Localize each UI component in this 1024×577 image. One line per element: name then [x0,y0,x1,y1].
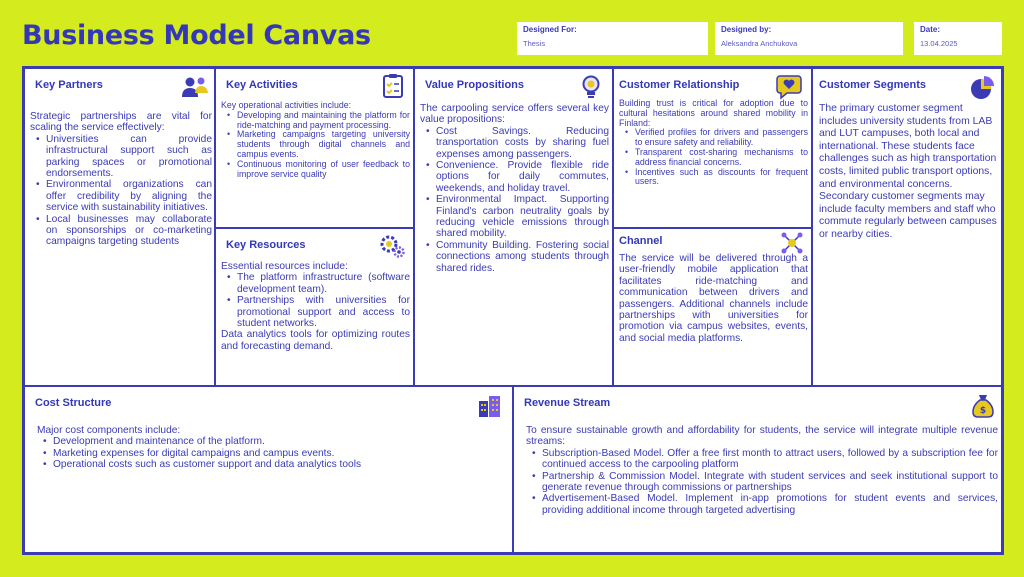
cost-structure-heading: Cost Structure [35,397,112,409]
cost-structure-body [37,425,507,471]
cost-structure-intro: Major cost components include: [37,425,181,436]
date-value: 13.04.2025 [920,39,958,48]
customer-relationship-item: • Verified profiles for drivers and passengers to ensure safety and reliability. [635,128,808,148]
svg-text:$: $ [979,406,987,416]
heart-chat-icon [776,72,804,100]
key-partners-item: • Universities can provide infrastructural support such as parking spaces or promotional endorsements. [46,134,212,180]
value-propositions-cell [414,68,613,386]
designed-for-value: Thesis [523,39,546,48]
key-resources-intro: Essential resources include: [221,261,348,272]
key-activities-intro: Key operational activities include: [221,100,352,110]
business-model-canvas [22,66,1004,555]
customer-segments-body: The primary customer segment includes university students from LAB and LUT campuses, both local and international. These students face challenges such as high transportation costs, limited public transport options, and environmental concerns. Secondary customer segments may include faculty members and staff who commute regularly between campuses or nearby cities. [819,103,997,240]
customer-relationship-item: • Transparent cost-sharing mechanisms to address financial concerns. [635,148,808,168]
key-partners-item: • Local businesses may collaborate on sponsorships or co-marketing campaigns targeting students [46,214,212,248]
partners-icon [181,75,209,99]
key-resources-heading: Key Resources [226,239,306,251]
revenue-stream-cell [513,386,1002,553]
pie-chart-icon [969,75,995,101]
designed-for-box [517,22,708,55]
designed-by-value: Aleksandra Anchukova [721,39,798,48]
key-activities-item: • Developing and maintaining the platform for ride-matching and payment processing. [237,111,410,131]
cost-structure-cell [24,386,513,553]
gears-icon [378,233,406,259]
key-activities-body [221,101,410,179]
value-propositions-heading: Value Propositions [425,79,525,91]
revenue-stream-item: • Subscription-Based Model. Offer a free first month to attract users, followed by a subscription fee for continued access to the carpooling platform [542,448,998,471]
key-partners-intro: Strategic partnerships are vital for scaling the service effectively: [30,111,212,134]
customer-relationship-cell [613,68,812,228]
customer-relationship-heading: Customer Relationship [619,79,740,91]
key-partners-cell [24,68,215,386]
designed-by-label: Designed by: [721,25,772,34]
money-bag-icon [972,393,994,419]
value-propositions-item: • Community Building. Fostering social connections among students through shared rides. [436,240,609,274]
value-propositions-intro: The carpooling service offers several key value propositions: [420,103,609,126]
channel-cell [613,228,812,386]
key-resources-item: • The platform infrastructure (software development team). [237,272,410,295]
network-icon [780,231,804,255]
customer-segments-heading: Customer Segments [819,79,926,91]
cost-structure-item: • Marketing expenses for digital campaigns and campus events. [53,448,507,459]
revenue-stream-item: • Advertisement-Based Model. Implement in-app promotions for student events and services, providing additional income through targeted advertising [542,493,998,516]
date-label: Date: [920,25,941,34]
key-activities-heading: Key Activities [226,79,298,91]
buildings-icon [477,393,503,419]
page-title: Business Model Canvas [22,20,371,51]
value-propositions-item: • Environmental Impact. Supporting Finland's carbon neutrality goals by reducing vehicle emissions through shared mobility. [436,194,609,240]
channel-heading: Channel [619,235,663,247]
key-activities-cell [215,68,414,228]
key-partners-heading: Key Partners [35,79,103,91]
customer-relationship-item: • Incentives such as discounts for frequent users. [635,168,808,188]
designed-for-label: Designed For: [523,25,577,34]
cost-structure-item: • Operational costs such as customer support and data analytics tools [53,459,507,470]
revenue-stream-body [526,425,998,516]
revenue-stream-item: • Partnership & Commission Model. Integrate with student services and seek institutional support to generate revenue through commissions or partnerships [542,471,998,494]
revenue-stream-intro: To ensure sustainable growth and affordability for students, the service will integrate multiple revenue streams: [526,425,998,448]
key-resources-item: • Partnerships with universities for promotional support and access to student networks. [237,295,410,329]
value-propositions-item: • Convenience. Provide flexible ride options for daily commutes, weekends, and holiday travel. [436,160,609,194]
key-resources-body [221,261,410,352]
key-activities-item: • Marketing campaigns targeting university students through digital channels and campus events. [237,130,410,159]
customer-relationship-intro: Building trust is critical for adoption due to cultural hesitations around shared mobility in Finland: [619,98,808,128]
value-propositions-item: • Cost Savings. Reducing transportation costs by sharing fuel expenses among passengers. [436,126,609,160]
key-activities-item: • Continuous monitoring of user feedback to improve service quality [237,160,410,180]
customer-relationship-body [619,99,808,187]
date-box [914,22,1002,55]
key-resources-outro: Data analytics tools for optimizing routes and forecasting demand. [221,329,410,352]
key-partners-item: • Environmental organizations can offer credibility by aligning the service with sustainability initiatives. [46,179,212,213]
checklist-icon [380,73,406,99]
value-propositions-body [420,103,609,274]
revenue-stream-heading: Revenue Stream [524,397,611,409]
key-resources-cell [215,228,414,386]
channel-body: The service will be delivered through a user-friendly mobile application that facilitates ride-matching and communication between drivers and passengers. Additional channels include partnerships with universities for promotion via campus websites, events, and social media platforms. [619,253,808,344]
cost-structure-item: • Development and maintenance of the platform. [53,436,507,447]
lightbulb-icon [579,74,603,100]
customer-segments-cell [812,68,1002,386]
key-partners-body [30,111,212,248]
designed-by-box [715,22,903,55]
